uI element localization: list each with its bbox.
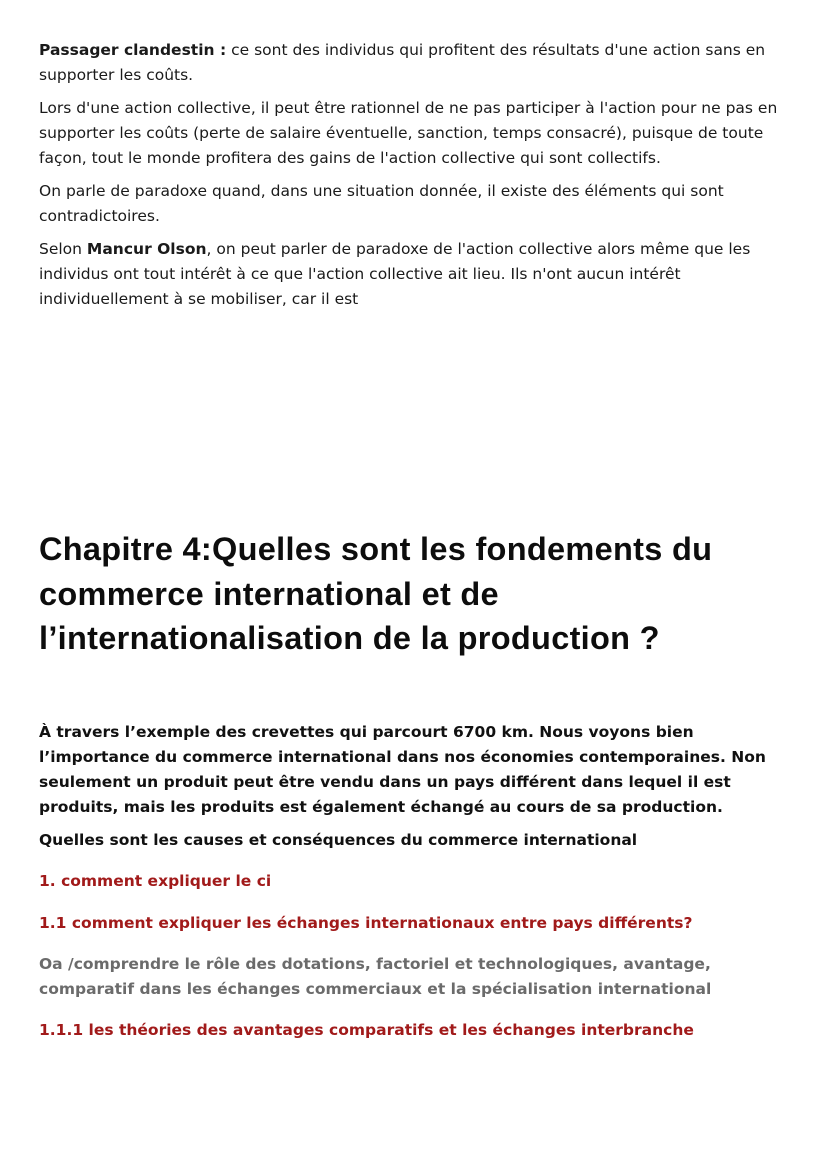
heading-1: 1. comment expliquer le ci: [39, 872, 272, 890]
chapter-body: [39, 720, 799, 1043]
definition-text: ce sont des individus qui profitent des résultats d'une action sans en supporter les coûts.: [39, 41, 766, 84]
olson-text: , on peut parler de paradoxe de l'action collective alors même que les individus ont tout intérêt à ce que l'action collective ait lieu. Ils n'ont aucun intérêt individuellement à se mobiliser, car il est: [39, 240, 751, 308]
chapter-intro: À travers l’exemple des crevettes qui parcourt 6700 km. Nous voyons bien l’importance du commerce international dans nos économies contemporaines. Non seulement un produit peut être vendu dans un pays différent dans lequel il est produits, mais les produits est également échangé au cours de sa production.: [39, 723, 766, 816]
olson-prefix: Selon: [39, 240, 87, 258]
chapter-title: Chapitre 4:Quelles sont les fondements du commerce international et de l’internationalisation de la production ?: [39, 531, 713, 656]
paragraph-action-collective: Lors d'une action collective, il peut être rationnel de ne pas participer à l'action pour ne pas en supporter les coûts (perte de salaire éventuelle, sanction, temps consacré), puisque de toute façon, tout le monde profitera des gains de l'action collective qui sont collectifs.: [39, 99, 778, 167]
chapter-question: Quelles sont les causes et conséquences du commerce international: [39, 831, 638, 849]
author-name: Mancur Olson: [86, 240, 207, 258]
heading-1-1-1: 1.1.1 les théories des avantages comparatifs et les échanges interbranche: [39, 1021, 694, 1039]
definition-passager-clandestin: [39, 38, 795, 88]
learning-objective: Oa /comprendre le rôle des dotations, factoriel et technologiques, avantage, comparatif dans les échanges commerciaux et la spécialisation international: [39, 955, 712, 998]
term-passager-clandestin: Passager clandestin :: [39, 41, 227, 59]
top-text-section: [39, 38, 795, 312]
paragraph-paradoxe: On parle de paradoxe quand, dans une situation donnée, il existe des éléments qui sont contradictoires.: [39, 182, 724, 225]
heading-1-1: 1.1 comment expliquer les échanges internationaux entre pays différents?: [39, 914, 693, 932]
paragraph-olson: [39, 237, 795, 312]
